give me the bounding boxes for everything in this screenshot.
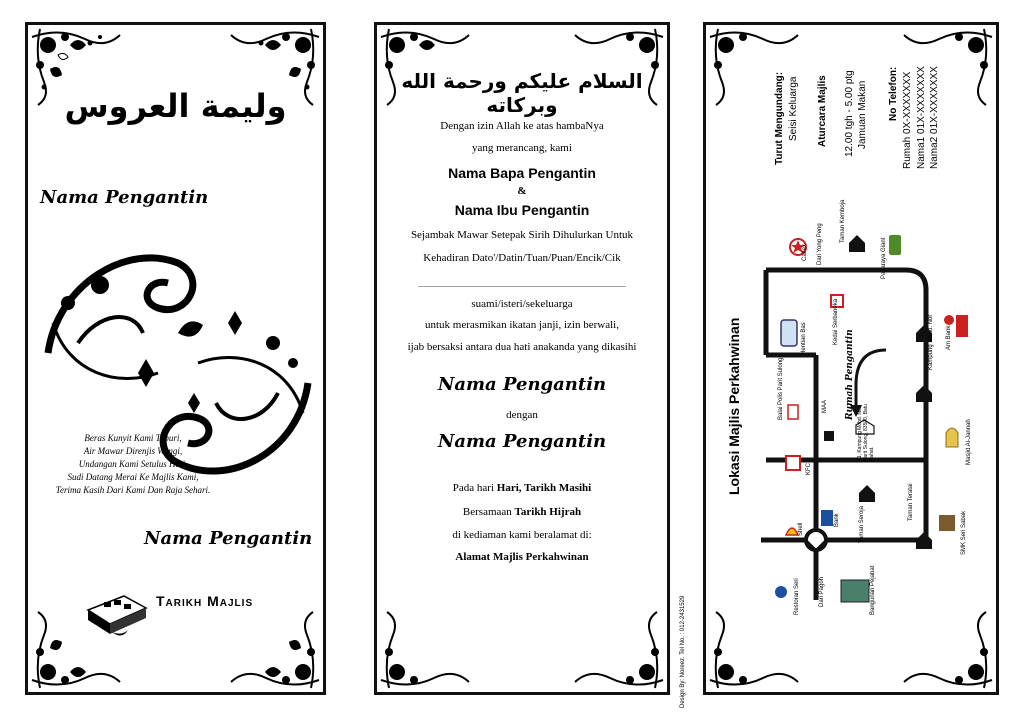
hijri-line <box>377 506 667 518</box>
floral-corner-ornament <box>226 610 321 690</box>
turut-label: Turut Mengundang: <box>774 71 785 165</box>
map-label-taman-kemboja: Taman Kemboja <box>840 199 846 243</box>
poem <box>28 432 238 497</box>
invite-line: Kehadiran Dato'/Datin/Tuan/Puan/Encik/Cik <box>423 252 621 264</box>
tepak-sirih-icon <box>84 588 150 640</box>
aturcara-time: 12.00 tgh - 5.00 ptg <box>844 70 855 157</box>
map-label-taman-seroja: Taman Seroja <box>859 505 865 543</box>
map-label-bangunan: Bangunan Pejabat <box>870 565 876 615</box>
salam-arabic: السلام عليكم ورحمة الله وبركاته <box>401 69 643 117</box>
map-title: Lokasi Majlis Perkahwinan <box>726 317 742 495</box>
address: Alamat Majlis Perkahwinan <box>455 551 589 563</box>
poem-line: Air Mawar Direnjis Wangi, <box>83 446 183 456</box>
day-value: Hari, Tarikh Masihi <box>496 482 592 494</box>
aturcara-event: Jamuan Makan <box>857 80 868 149</box>
phone-home: Rumah 0X-XXXXXXX <box>902 71 913 169</box>
groom-name: Nama Pengantin <box>40 187 209 208</box>
map-label-balai-polis: Balai Polis Parit Sulong <box>778 357 784 420</box>
map-label-maa: MAA <box>822 399 828 413</box>
invitation-inside-panel <box>374 22 670 695</box>
couple-name-2: Nama Pengantin <box>437 431 607 452</box>
father-name: Nama Bapa Pengantin <box>448 165 596 181</box>
map-label-taman-teratai: Taman Teratai <box>908 483 914 521</box>
designer-credit: Design By: Noreez. Tel No. : 012-2431529 <box>680 595 686 708</box>
event-date-label: Tarikh Majlis <box>156 593 254 609</box>
floral-corner-ornament <box>379 610 474 690</box>
map-label-kampung-mohd-nor: Kampung Mohd. Nor <box>928 314 934 370</box>
map-label-restoran: Restoran Seri <box>794 578 800 615</box>
map-label-dari-pagoh: Dari Pagoh <box>819 576 825 607</box>
hijri-value: Tarikh Hijrah <box>514 506 582 518</box>
hijri-prefix: Bersamaan <box>462 506 512 518</box>
floral-corner-ornament <box>570 610 665 690</box>
invite-line: suami/isteri/sekeluarga <box>471 298 573 310</box>
poem-line: Beras Kunyit Kami Taburi, <box>84 433 182 443</box>
floral-corner-ornament <box>708 610 803 690</box>
map-label-shell: Shell <box>798 522 804 536</box>
invite-line: Sejambak Mawar Setepak Sirih Dihulurkan Untuk <box>410 229 634 241</box>
map-label-pasaraya-giant: Pasaraya Giant <box>881 237 887 279</box>
intro-line: Dengan izin Allah ke atas hambaNya <box>440 120 604 132</box>
invite-line: ijab bersaksi antara dua hati anakanda yang dikasihi <box>407 341 637 353</box>
map-label-house-address: 61, Kampung Mohd. Nor, Parit Sulong, 83500, Batu Pahat. <box>857 404 875 461</box>
map-label-bank: Bank <box>834 513 840 527</box>
location-map-panel <box>703 22 999 695</box>
mother-name: Nama Ibu Pengantin <box>454 202 590 218</box>
poem-line: Undangan Kami Setulus Hati, <box>78 459 188 469</box>
arabic-title: وليمة العروس <box>64 87 287 125</box>
invite-line: untuk merasmikan ikatan janji, izin berwali, <box>425 319 619 331</box>
phone-contact-1: Nama1 01X-XXXXXXX <box>916 66 927 169</box>
map-label-ambank: Am Bank <box>946 325 952 350</box>
poem-line: Terima Kasih Dari Kami Dan Raja Sehari. <box>55 485 211 495</box>
ampersand: & <box>517 185 527 197</box>
map-label-caltex: Caltex <box>802 243 808 261</box>
phone-label: No Telefon: <box>888 66 899 121</box>
couple-name-1: Nama Pengantin <box>437 374 607 395</box>
map-label-dari-yong-peng: Dari Yong Peng <box>817 223 823 265</box>
floral-corner-ornament <box>899 27 994 107</box>
invitation-front-panel <box>25 22 326 695</box>
intro-line: yang merancang, kami <box>472 142 572 154</box>
day-line <box>377 482 667 494</box>
turut-value: Seisi Keluarga <box>788 76 799 141</box>
map-label-kfc: KFC <box>806 463 812 475</box>
map-label-kedai-serbaneka: Kedai Serbaneka <box>833 298 839 345</box>
map-label-masjid: Masjid Al-Jannah <box>966 419 972 465</box>
day-prefix: Pada hari <box>452 482 495 494</box>
poem-line: Sudi Datang Merai Ke Majlis Kami, <box>67 472 199 482</box>
address-intro: di kediaman kami beralamat di: <box>452 529 592 541</box>
aturcara-label: Aturcara Majlis <box>817 75 828 147</box>
with-label: dengan <box>506 409 538 421</box>
phone-contact-2: Nama2 01X-XXXXXXX <box>929 66 940 169</box>
map-label-rumah-pengantin: Rumah Pengantin <box>845 329 855 420</box>
bride-name: Nama Pengantin <box>144 528 313 549</box>
floral-corner-ornament <box>899 610 994 690</box>
guest-name-dotted-line: ........................................................................................................ <box>418 280 626 289</box>
map-label-hentian-bas: Hentian Bas <box>801 322 807 355</box>
map-label-smk: SMK Seri Sabak <box>961 510 967 555</box>
